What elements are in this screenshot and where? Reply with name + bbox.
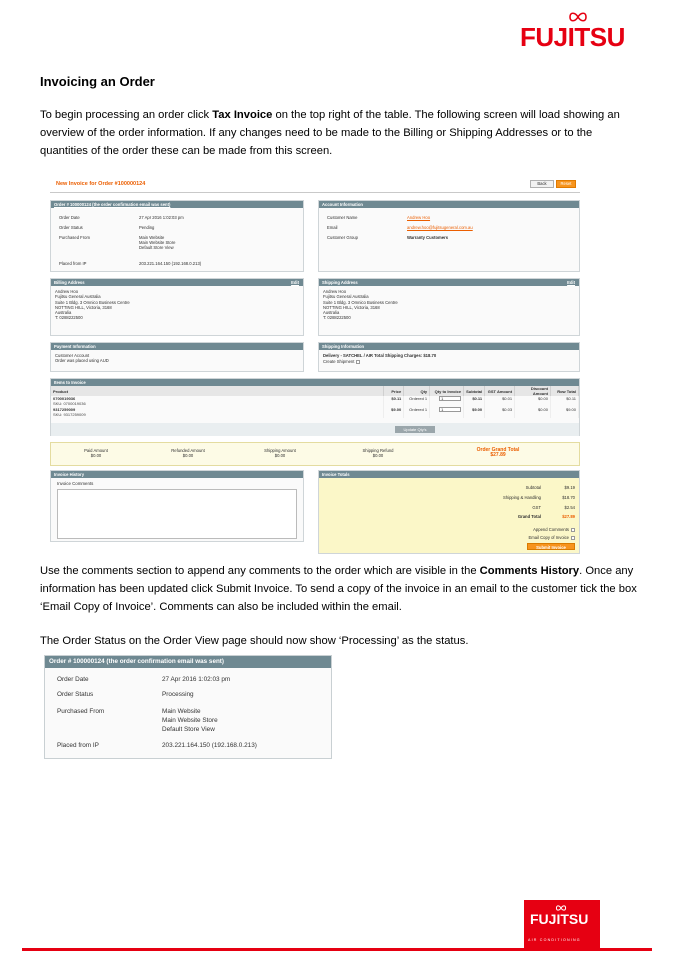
footer-divider xyxy=(22,948,652,951)
title-divider xyxy=(50,192,580,193)
billing-edit-link[interactable]: Edit xyxy=(291,280,299,285)
items-to-invoice-box xyxy=(50,378,580,436)
qty-to-invoice-input[interactable]: 1 xyxy=(439,407,461,412)
customer-name-link[interactable]: Andrew Hoo xyxy=(407,215,431,220)
page-title: Invoicing an Order xyxy=(40,74,155,89)
shipping-box-header: Shipping Address Edit xyxy=(319,279,579,286)
shipping-info-header: Shipping Information xyxy=(319,343,579,350)
email-link[interactable]: andrew.hoo@fujitsugeneral.com.au xyxy=(407,225,473,230)
order-status-paragraph: The Order Status on the Order View page should now show ‘Processing’ as the status. xyxy=(40,635,469,647)
col-discount: Discount Amount xyxy=(515,386,551,396)
order-status-label: Order Status xyxy=(57,691,94,698)
invoice-page-title: New Invoice for Order #100000124 xyxy=(56,181,146,187)
refunded-amount: Refunded Amount $0.00 xyxy=(171,448,205,458)
invoice-totals-box: Invoice Totals Subtotal $9.19 Shipping & Handling $18.70 GST $2.54 Grand Total $27.89 Append Comments Email Copy of Invoice Submit Invoice xyxy=(318,470,580,554)
invoice-comments-textarea[interactable] xyxy=(57,489,297,539)
col-price: Price xyxy=(384,386,404,396)
table-row: 9317259009 SKU: 9317259009 $9.00 Ordered 1 1 $9.00 $0.03 $0.00 $9.00 xyxy=(51,407,579,418)
create-shipment-row[interactable]: Create Shipment xyxy=(323,359,360,364)
purchased-from-value: Main Website Main Website Store Default Store View xyxy=(162,708,218,733)
back-button[interactable]: Back xyxy=(530,180,554,188)
invoice-totals-header: Invoice Totals xyxy=(319,471,579,478)
col-gst: GST Amount xyxy=(485,386,515,396)
purchased-from-label: Purchased From xyxy=(57,708,105,715)
col-row-total: Row Total xyxy=(551,386,579,396)
paid-amount: Paid Amount $0.00 xyxy=(84,448,108,458)
email-copy-option[interactable]: Email Copy of Invoice xyxy=(529,535,576,540)
logo-wordmark: FUJITSU xyxy=(520,22,625,52)
order-box-header: Order # 100000124 (the order confirmation email was sent) xyxy=(51,201,303,208)
order-totals-summary xyxy=(50,442,580,466)
items-table-header xyxy=(51,386,579,396)
create-shipment-checkbox[interactable] xyxy=(356,360,360,364)
billing-box-header: Billing Address Edit xyxy=(51,279,303,286)
order-date-value: 27 Apr 2016 1:02:03 pm xyxy=(162,676,231,683)
shipping-address-box xyxy=(318,278,580,336)
new-invoice-screenshot xyxy=(50,176,580,554)
intro-paragraph: To begin processing an order click Tax Invoice on the top right of the table. The following screen will load showing an overview of the order information. If any changes need to be made to the Billing or Shipping Addresses or to the quantities of the order these can be made from this screen. xyxy=(40,109,620,157)
col-subtotal: Subtotal xyxy=(464,386,485,396)
items-box-header: Items to Invoice xyxy=(51,379,579,386)
footer-logo-subtext: AIR CONDITIONING xyxy=(528,938,581,942)
fujitsu-logo-top xyxy=(520,8,632,52)
order-status-value: Processing xyxy=(162,691,194,698)
append-comments-checkbox[interactable] xyxy=(571,528,575,532)
placed-from-ip-value: 203.221.164.150 (192.168.0.213) xyxy=(162,742,257,749)
shipping-amount: Shipping Amount $0.00 xyxy=(264,448,296,458)
items-table xyxy=(51,386,579,418)
col-qty: Qty xyxy=(404,386,430,396)
order-view-header: Order # 100000124 (the order confirmation email was sent) xyxy=(45,656,331,668)
shipping-refund: Shipping Refund $0.00 xyxy=(362,448,394,458)
email-copy-checkbox[interactable] xyxy=(571,536,575,540)
account-box-header: Account Information xyxy=(319,201,579,208)
col-qty-to-invoice: Qty to Invoice xyxy=(430,386,464,396)
col-product: Product xyxy=(51,386,384,396)
append-comments-option[interactable]: Append Comments xyxy=(533,527,575,532)
account-info-box: Account Information Customer Name Andrew Hoo Email andrew.hoo@fujitsugeneral.com.au Customer Group Warranty Customers xyxy=(318,200,580,272)
shipping-address-text: Andrew Hoo Fujitsu General Australia Suite 1 Bldg. 3 Omnico Business Centre NOTTING HILL, Victoria, 3168 Australia T: 0288222500 xyxy=(323,289,398,321)
payment-info-box xyxy=(50,342,304,372)
fujitsu-logo-bottom xyxy=(524,900,600,950)
submit-invoice-button[interactable]: Submit Invoice xyxy=(527,543,575,550)
reset-button[interactable]: Reset xyxy=(556,180,576,188)
shipping-edit-link[interactable]: Edit xyxy=(567,280,575,285)
update-qty-bar xyxy=(51,423,579,436)
update-qty-button[interactable]: Update Qty's xyxy=(395,426,435,433)
placed-from-ip-label: Placed from IP xyxy=(57,742,99,749)
invoice-comments-label: Invoice Comments xyxy=(57,481,94,486)
order-grand-total: Order Grand Total $27.89 xyxy=(476,447,520,458)
table-row: 0700019036 SKU: 0700019036 $0.11 Ordered 1 1 $0.11 $0.01 $0.00 $0.11 xyxy=(51,396,579,407)
payment-info-text: Customer Account Order was placed using AUD xyxy=(55,353,109,364)
invoice-history-header: Invoice History xyxy=(51,471,303,478)
shipping-info-box xyxy=(318,342,580,372)
qty-to-invoice-input[interactable]: 1 xyxy=(439,396,461,401)
order-date-label: Order Date xyxy=(57,676,89,683)
order-info-box: Order # 100000124 (the order confirmation email was sent) Order Date 27 Apr 2016 1:02:03 pm Order Status Pending Purchased From Main Website Main Website Store Default Store View Placed from IP 203.221.164.150 (192.168.0.213) xyxy=(50,200,304,272)
order-view-screenshot xyxy=(44,655,332,759)
comments-paragraph: Use the comments section to append any comments to the order which are visible in the Comments History. Once any information has been updated click Submit Invoice. To send a copy of the invoice in an email to the customer tick the box ‘Email Copy of Invoice’. Comments can also be included within the email. xyxy=(40,565,637,613)
shipping-method-text: Delivery - SATCHEL / AIR Total Shipping Charges: $18.70 xyxy=(323,353,437,358)
footer-logo-wordmark: FUJITSU xyxy=(530,911,589,927)
billing-address-box xyxy=(50,278,304,336)
payment-box-header: Payment Information xyxy=(51,343,303,350)
billing-address-text: Andrew Hoo Fujitsu General Australia Suite 1 Bldg. 3 Omnico Business Centre NOTTING HILL, Victoria, 3168 Australia T: 0288222500 xyxy=(55,289,130,321)
invoice-history-box xyxy=(50,470,304,542)
